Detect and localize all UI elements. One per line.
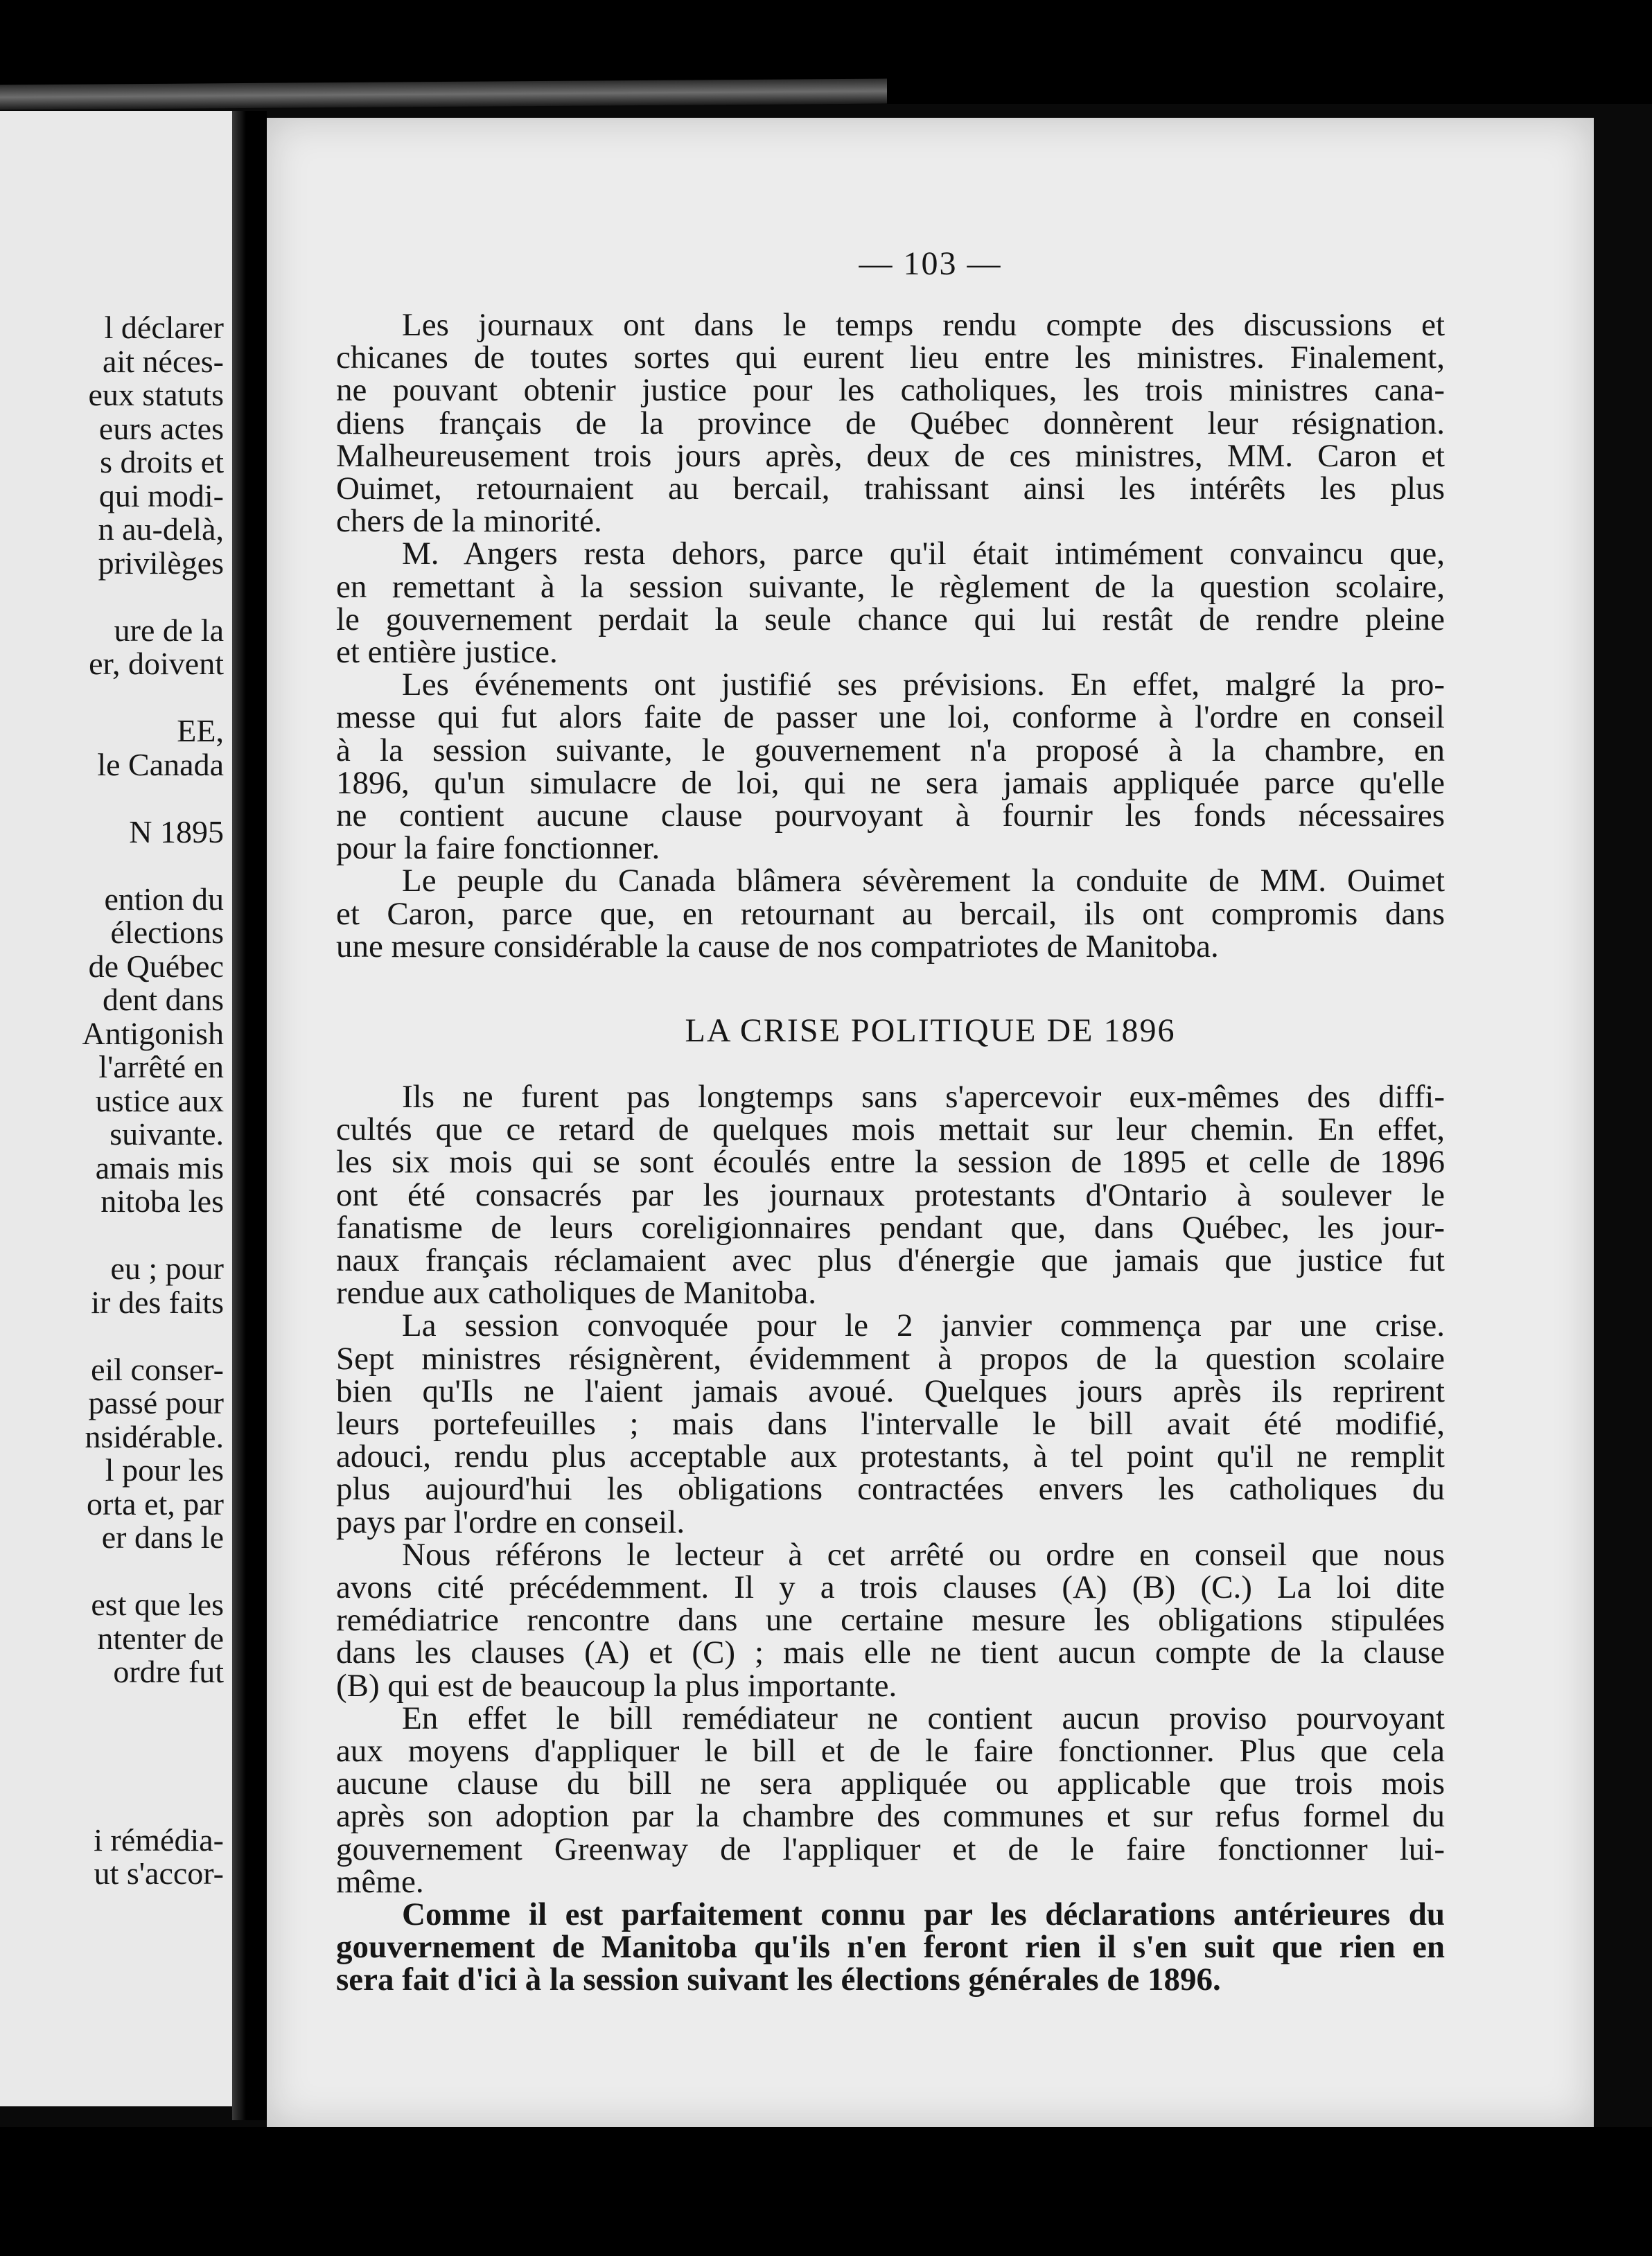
paragraph-first-line: Comme il est parfaitement connu par les déclarations antérieures du <box>402 1896 1445 1932</box>
left-page-line: ut s'accor- <box>94 1856 224 1891</box>
left-page-line: privilèges <box>98 545 224 581</box>
paragraph-first-line: Les événements ont justifié ses prévisions. En effet, malgré la pro- <box>402 667 1445 703</box>
scan-bottom-border <box>0 2127 1652 2256</box>
paragraph-line: sera fait d'ici à la session suivant les élections générales de 1896. <box>336 1962 1221 1998</box>
paragraph-line: une mesure considérable la cause de nos compatriotes de Manitoba. <box>336 928 1219 964</box>
paragraph-line: messe qui fut alors faite de passer une loi, conforme à l'ordre en conseil <box>336 699 1445 736</box>
paragraph-line: les six mois qui se sont écoulés entre la session de 1895 et celle de 1896 <box>336 1144 1445 1181</box>
paragraph-first-line: La session convoquée pour le 2 janvier commença par une crise. <box>402 1307 1445 1344</box>
left-page-line: ure de la <box>114 612 224 648</box>
left-page-line: ustice aux <box>95 1082 224 1118</box>
paragraph-line: plus aujourd'hui les obligations contractées envers les catholiques du <box>336 1471 1445 1508</box>
left-page-line: er, doivent <box>89 646 224 681</box>
left-page-line: l'arrêté en <box>98 1049 224 1084</box>
left-page-line: N 1895 <box>129 813 224 849</box>
paragraph-line: ne pouvant obtenir justice pour les catholiques, les trois ministres cana- <box>336 372 1445 409</box>
left-page-line: n au-delà, <box>98 511 224 547</box>
paragraph-line: Ouimet, retournaient au bercail, trahissant ainsi les intérêts les plus <box>336 470 1445 506</box>
paragraph-first-line: En effet le bill remédiateur ne contient aucun proviso pourvoyant <box>402 1700 1445 1736</box>
paragraph-line: aucune clause du bill ne sera appliquée ou applicable que trois mois <box>336 1765 1445 1802</box>
paragraph-line: adouci, rendu plus acceptable aux protestants, à tel point qu'il ne remplit <box>336 1438 1445 1475</box>
left-page-line: passé pour <box>88 1385 224 1420</box>
paragraph-first-line: M. Angers resta dehors, parce qu'il était intimément convaincu que, <box>402 536 1445 572</box>
paragraph-line: et entière justice. <box>336 634 558 670</box>
left-page-line: suivante. <box>109 1116 224 1152</box>
main-page <box>267 118 1594 2127</box>
paragraph-line: chicanes de toutes sortes qui eurent lieu entre les ministres. Finalement, <box>336 340 1445 376</box>
left-page-line: amais mis <box>95 1149 224 1186</box>
left-page-line: ention du <box>104 881 224 917</box>
left-page-line: de Québec <box>88 948 224 984</box>
paragraph-line: Malheureusement trois jours après, deux de ces ministres, MM. Caron et <box>336 437 1445 474</box>
left-page-line: eil conser- <box>91 1351 224 1387</box>
left-page-line: l déclarer <box>104 310 224 345</box>
paragraph-line: pour la faire fonctionner. <box>336 830 660 867</box>
paragraph-first-line: Nous référons le lecteur à cet arrêté ou ordre en conseil que nous <box>402 1536 1445 1573</box>
page-top-edge <box>0 79 887 110</box>
left-page-line: nsidérable. <box>85 1418 224 1454</box>
left-page-line: ntenter de <box>97 1620 224 1656</box>
left-page-line: ait néces- <box>103 343 224 379</box>
paragraph-line: ont été consacrés par les journaux protestants d'Ontario à soulever le <box>336 1177 1445 1213</box>
paragraph-line: leurs portefeuilles ; mais dans l'intervalle le bill avait été modifié, <box>336 1406 1445 1442</box>
left-page-line: dent dans <box>102 982 224 1017</box>
paragraph-first-line: Le peuple du Canada blâmera sévèrement la conduite de MM. Ouimet <box>402 863 1445 899</box>
paragraph-line: gouvernement Greenway de l'appliquer et de le faire fonctionner lui- <box>336 1831 1445 1867</box>
left-page-line: ir des faits <box>91 1284 224 1320</box>
paragraph-line: en remettant à la session suivante, le règlement de la question scolaire, <box>336 568 1445 605</box>
left-page-line: qui modi- <box>98 477 224 513</box>
book-spine-gutter <box>232 111 267 2120</box>
left-page-line: er dans le <box>101 1519 224 1555</box>
paragraph-line: après son adoption par la chambre des communes et sur refus formel du <box>336 1798 1445 1835</box>
paragraph-line: naux français réclamaient avec plus d'énergie que jamais que justice fut <box>336 1242 1445 1278</box>
left-page-line: s droits et <box>100 444 224 479</box>
paragraph-line: chers de la minorité. <box>336 503 602 540</box>
paragraph-line: cultés que ce retard de quelques mois mettait sur leur chemin. En effet, <box>336 1111 1445 1148</box>
paragraph-line: pays par l'ordre en conseil. <box>336 1504 685 1540</box>
left-page-line: l pour les <box>105 1452 224 1488</box>
left-page-line: eux statuts <box>88 377 224 412</box>
paragraph-line: remédiatrice rencontre dans une certaine mesure les obligations stipulées <box>336 1602 1445 1639</box>
paragraph-line: rendue aux catholiques de Manitoba. <box>336 1275 817 1312</box>
paragraph-line: le gouvernement perdait la seule chance qui lui restât de rendre pleine <box>336 601 1445 637</box>
left-page-line: orta et, par <box>87 1486 224 1522</box>
paragraph-line: avons cité précédemment. Il y a trois clauses (A) (B) (C.) La loi dite <box>336 1569 1445 1605</box>
left-facing-page <box>0 111 232 2106</box>
left-page-line: eu ; pour <box>110 1251 224 1286</box>
paragraph-first-line: Les journaux ont dans le temps rendu compte des discussions et <box>402 307 1445 343</box>
paragraph-line: ne contient aucune clause pourvoyant à fournir les fonds nécessaires <box>336 797 1445 834</box>
paragraph-line: Sept ministres résignèrent, évidemment à propos de la question scolaire <box>336 1340 1445 1377</box>
paragraph-line: 1896, qu'un simulacre de loi, qui ne sera jamais appliquée parce qu'elle <box>336 764 1445 801</box>
paragraph-line: diens français de la province de Québec donnèrent leur résignation. <box>336 405 1445 441</box>
paragraph-line: (B) qui est de beaucoup la plus importante. <box>336 1667 897 1704</box>
paragraph-line: à la session suivante, le gouvernement n'a proposé à la chambre, en <box>336 732 1445 768</box>
page-number: — 103 — <box>859 245 1002 282</box>
paragraph-line: gouvernement de Manitoba qu'ils n'en feront rien il s'en suit que rien en <box>336 1929 1445 1966</box>
left-page-line: ordre fut <box>113 1654 224 1689</box>
left-page-line: EE, <box>177 713 224 748</box>
paragraph-line: bien qu'Ils ne l'aient jamais avoué. Quelques jours après ils reprirent <box>336 1373 1445 1409</box>
left-page-line: est que les <box>91 1587 224 1622</box>
left-page-line: i rémédia- <box>94 1822 224 1858</box>
paragraph-line: et Caron, parce que, en retournant au bercail, ils ont compromis dans <box>336 895 1445 932</box>
left-page-line: nitoba les <box>100 1183 224 1219</box>
left-page-line: eurs actes <box>98 410 224 446</box>
left-page-line: le Canada <box>97 746 224 782</box>
paragraph-line: même. <box>336 1863 424 1900</box>
left-page-line: Antigonish <box>82 1015 224 1051</box>
left-page-line: élections <box>110 915 224 950</box>
section-heading: LA CRISE POLITIQUE DE 1896 <box>685 1012 1176 1049</box>
paragraph-line: aux moyens d'appliquer le bill et de le faire fonctionner. Plus que cela <box>336 1733 1445 1769</box>
paragraph-line: dans les clauses (A) et (C) ; mais elle ne tient aucun compte de la clause <box>336 1634 1445 1671</box>
paragraph-first-line: Ils ne furent pas longtemps sans s'apercevoir eux-mêmes des diffi- <box>402 1079 1445 1115</box>
paragraph-line: fanatisme de leurs coreligionnaires pendant que, dans Québec, les jour- <box>336 1209 1445 1246</box>
